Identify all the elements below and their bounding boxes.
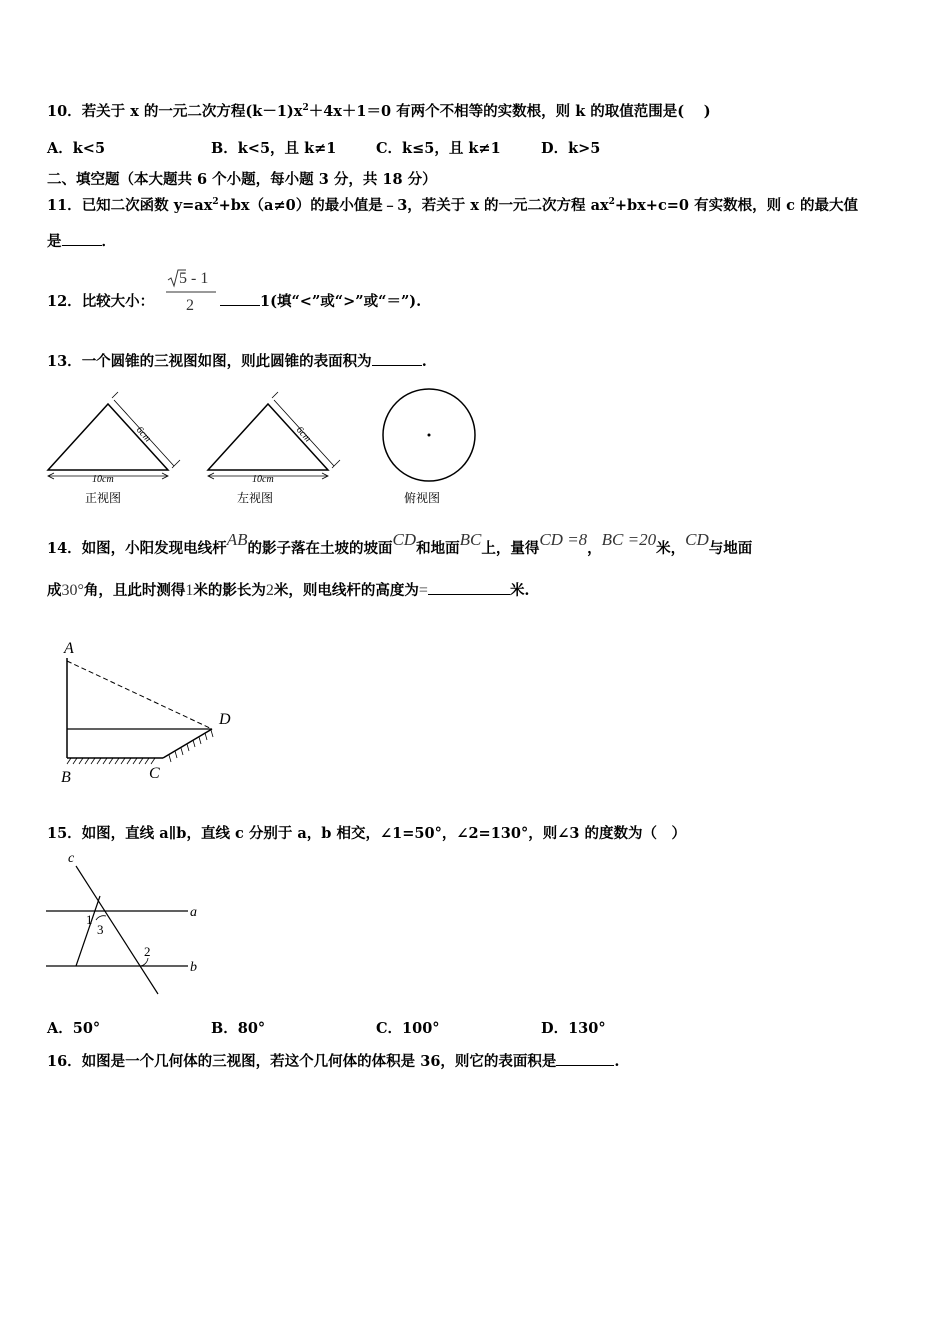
q14-l2c: 米的影长为 — [193, 582, 266, 599]
q14-equals: = — [418, 582, 428, 599]
slope-cd — [163, 729, 212, 758]
side-base-label: 10cm — [252, 474, 274, 485]
q11-text-a: 已知二次函数 y=ax — [81, 197, 213, 214]
q10-sup: 2 — [302, 103, 309, 114]
q12-text: 比较大小： — [81, 293, 155, 310]
q11-sup2: 2 — [608, 197, 615, 208]
q14-l2e: 米. — [509, 582, 530, 599]
q10-option-a[interactable]: A．k<5 — [47, 140, 106, 157]
q14-t4: 上，量得 — [481, 540, 540, 557]
q14-number: 14． — [47, 540, 82, 557]
q13-text: 一个圆锥的三视图如图，则此圆锥的表面积为 — [81, 353, 372, 370]
q12-fraction-numerator: 5 - 1 — [179, 270, 209, 287]
q13-stem — [47, 353, 427, 371]
q10-text-b: ＋4x＋1＝0 有两个不相等的实数根，则 k 的取值范围是( ) — [308, 103, 711, 120]
q14-t5: 米， — [656, 540, 686, 557]
q11-text-c: +bx+c=0 有实数根，则 c 的最大值 — [614, 197, 858, 214]
side-slant-label: 6cm — [293, 424, 314, 445]
q13-answer-blank[interactable] — [372, 353, 422, 366]
q14-one: 1 — [185, 582, 194, 599]
q11-stem — [47, 197, 858, 215]
q13-three-views-figure — [40, 380, 490, 490]
q14-sep: ， — [587, 540, 602, 557]
q11-end: ． — [101, 233, 116, 250]
q14-math-cd-value: CD =8 — [539, 530, 588, 549]
q16-number: 16． — [47, 1053, 82, 1070]
q14-math-bc-value: BC =20 — [601, 530, 657, 549]
q15-option-b[interactable]: B．80° — [211, 1020, 266, 1037]
front-view-caption: 正视图 — [85, 491, 122, 505]
q14-l2a: 成 — [47, 582, 62, 599]
top-view — [383, 389, 475, 481]
label-a: A — [64, 640, 74, 657]
q13-number: 13． — [47, 353, 82, 370]
q11-sup1: 2 — [212, 197, 219, 208]
q10-option-b[interactable]: B．k<5，且 k≠1 — [211, 140, 337, 157]
q13-end: . — [421, 353, 427, 370]
q11-number: 11． — [47, 197, 82, 214]
label-angle-3: 3 — [97, 922, 104, 937]
q15-parallel-lines-figure — [40, 850, 220, 1000]
label-angle-1: 1 — [86, 912, 93, 927]
q16-stem — [47, 1053, 619, 1071]
q14-l2b: 角，且此时测得 — [83, 582, 186, 599]
q14-l2d: 米，则电线杆的高度为 — [273, 582, 419, 599]
side-view-caption: 左视图 — [237, 491, 274, 505]
label-line-b: b — [190, 960, 197, 975]
section-title: 二、填空题（本大题共 6 个小题，每小题 3 分，共 18 分） — [47, 171, 437, 188]
q12-tail-text: 1(填“<”或“>”或“＝”). — [260, 293, 422, 310]
q12-fraction — [166, 268, 216, 318]
sun-ray — [67, 661, 212, 729]
side-view — [208, 392, 340, 485]
q15-option-c[interactable]: C．100° — [376, 1020, 440, 1037]
q12-stem — [47, 293, 154, 311]
q15-number: 15． — [47, 825, 82, 842]
q15-stem — [47, 825, 686, 843]
q11-line2 — [47, 233, 116, 251]
q11-line2-text: 是 — [47, 233, 62, 250]
label-line-c: c — [68, 851, 75, 866]
q10-option-d[interactable]: D．k>5 — [541, 140, 601, 157]
q10-stem — [47, 103, 711, 121]
q14-two: 2 — [265, 582, 274, 599]
q14-line2 — [47, 582, 530, 600]
q12-fraction-denominator: 2 — [186, 297, 194, 314]
q14-angle: 30° — [61, 582, 84, 599]
q12-tail — [220, 293, 421, 311]
q14-math-cd: CD — [392, 530, 417, 549]
q14-line1 — [47, 522, 752, 567]
label-d: D — [219, 711, 231, 728]
q14-t1: 如图，小阳发现电线杆 — [81, 540, 227, 557]
q14-answer-blank[interactable] — [428, 582, 510, 595]
q14-math-bc: BC — [459, 530, 482, 549]
q14-math-cd2: CD — [685, 530, 709, 549]
q10-number: 10． — [47, 103, 82, 120]
q12-answer-blank[interactable] — [220, 293, 260, 306]
q15-option-d[interactable]: D．130° — [541, 1020, 606, 1037]
q10-option-c[interactable]: C．k≤5，且 k≠1 — [376, 140, 501, 157]
q15-text: 如图，直线 a∥b，直线 c 分别于 a，b 相交，∠1=50°，∠2=130°，则∠3 的度数为（ ） — [81, 825, 687, 842]
front-view — [48, 392, 180, 485]
label-angle-2: 2 — [144, 944, 151, 959]
q16-answer-blank[interactable] — [556, 1053, 614, 1066]
q14-math-ab: AB — [226, 530, 248, 549]
q12-number: 12． — [47, 293, 82, 310]
q11-text-b: +bx（a≠0）的最小值是﹣3，若关于 x 的一元二次方程 ax — [218, 197, 609, 214]
ground-hatching — [67, 730, 213, 764]
label-b: B — [61, 769, 71, 786]
q14-t6: 与地面 — [708, 540, 753, 557]
label-line-a: a — [190, 905, 197, 920]
q11-answer-blank[interactable] — [62, 233, 102, 246]
q14-pole-figure — [55, 636, 255, 786]
q16-text: 如图是一个几何体的三视图，若这个几何体的体积是 36，则它的表面积是 — [81, 1053, 557, 1070]
front-slant-label: 6cm — [133, 424, 154, 445]
label-c: C — [149, 765, 160, 782]
q14-t3: 和地面 — [416, 540, 460, 557]
front-base-label: 10cm — [92, 474, 114, 485]
q15-option-a[interactable]: A．50° — [47, 1020, 101, 1037]
top-view-caption: 俯视图 — [404, 491, 441, 505]
q10-text-a: 若关于 x 的一元二次方程(k－1)x — [81, 103, 303, 120]
q16-end: . — [614, 1053, 620, 1070]
q14-t2: 的影子落在土坡的坡面 — [247, 540, 393, 557]
